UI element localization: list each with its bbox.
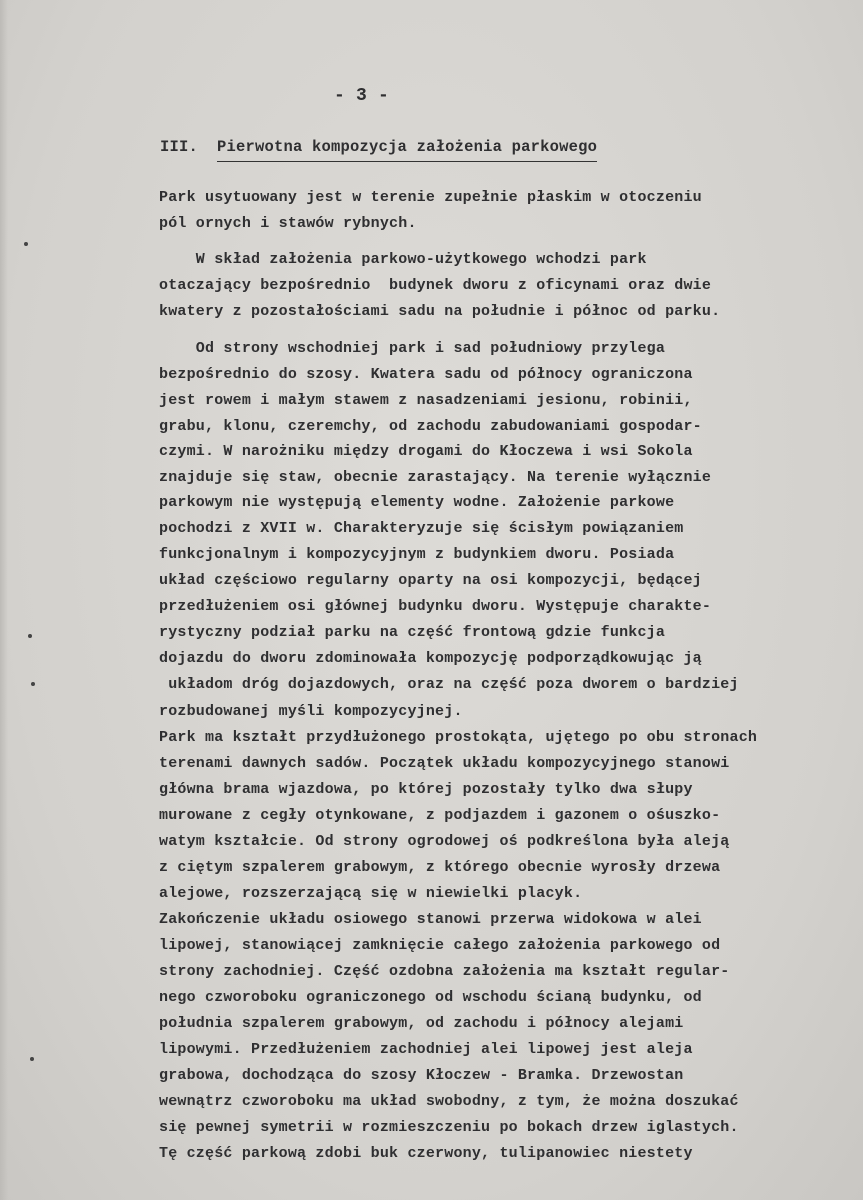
text-line: bezpośrednio do szosy. Kwatera sadu od północy ograniczona [159, 366, 693, 383]
text-line: grabu, klonu, czeremchy, od zachodu zabudowaniami gospodar- [159, 418, 702, 435]
text-line: Park ma kształt przydłużonego prostokąta, ujętego po obu stronach [159, 729, 758, 746]
text-line: południa szpalerem grabowym, od zachodu i północy alejami [159, 1015, 684, 1032]
section-number: III. [160, 138, 199, 156]
text-line: funkcjonalnym i kompozycyjnym z budynkiem dworu. Posiada [159, 546, 675, 563]
text-line: układom dróg dojazdowych, oraz na część poza dworem o bardziej [159, 676, 739, 693]
text-line: główna brama wjazdowa, po której pozostały tylko dwa słupy [159, 781, 693, 798]
text-line: kwatery z pozostałościami sadu na południe i północ od parku. [159, 303, 721, 320]
text-line: pochodzi z XVII w. Charakteryzuje się ścisłym powiązaniem [159, 520, 684, 537]
text-line: rozbudowanej myśli kompozycyjnej. [159, 703, 463, 720]
text-line: alejowe, rozszerzającą się w niewielki placyk. [159, 885, 583, 902]
page-edge-shadow [0, 0, 8, 1200]
text-line: pól ornych i stawów rybnych. [159, 215, 417, 232]
text-line: nego czworoboku ograniczonego od wschodu ścianą budynku, od [159, 989, 702, 1006]
text-line: Zakończenie układu osiowego stanowi przerwa widokowa w alei [159, 911, 702, 928]
text-line: się pewnej symetrii w rozmieszczeniu po bokach drzew iglastych. [159, 1119, 739, 1136]
text-line: czymi. W narożniku między drogami do Kłoczewa i wsi Sokola [159, 443, 693, 460]
text-line: Od strony wschodniej park i sad południowy przylega [159, 340, 666, 357]
page-number: - 3 - [334, 86, 390, 106]
text-line: rystyczny podział parku na część frontową gdzie funkcja [159, 624, 666, 641]
text-line: murowane z cegły otynkowane, z podjazdem i gazonem o ośuszko- [159, 807, 721, 824]
text-line: z ciętym szpalerem grabowym, z którego obecnie wyrosły drzewa [159, 859, 721, 876]
text-line: strony zachodniej. Część ozdobna założenia ma kształt regular- [159, 963, 730, 980]
text-line: lipowej, stanowiącej zamknięcie całego założenia parkowego od [159, 937, 721, 954]
margin-dot [24, 242, 28, 246]
text-line: W skład założenia parkowo-użytkowego wchodzi park [159, 251, 647, 268]
text-line: przedłużeniem osi głównej budynku dworu. Występuje charakte- [159, 598, 712, 615]
margin-dot [28, 634, 32, 638]
text-line: znajduje się staw, obecnie zarastający. Na terenie wyłącznie [159, 469, 712, 486]
text-line: parkowym nie występują elementy wodne. Założenie parkowe [159, 494, 675, 511]
text-line: lipowymi. Przedłużeniem zachodniej alei lipowej jest aleja [159, 1041, 693, 1058]
margin-dot [30, 1057, 34, 1061]
text-line: Tę część parkową zdobi buk czerwony, tulipanowiec niestety [159, 1145, 693, 1162]
margin-dot [31, 682, 35, 686]
text-line: wewnątrz czworoboku ma układ swobodny, z tym, że można doszukać [159, 1093, 739, 1110]
text-line: dojazdu do dworu zdominowała kompozycję podporządkowując ją [159, 650, 702, 667]
section-heading [160, 138, 597, 156]
text-line: Park usytuowany jest w terenie zupełnie płaskim w otoczeniu [159, 189, 702, 206]
text-line: jest rowem i małym stawem z nasadzeniami jesionu, robinii, [159, 392, 693, 409]
text-line: układ częściowo regularny oparty na osi kompozycji, będącej [159, 572, 702, 589]
text-line: watym kształcie. Od strony ogrodowej oś podkreślona była aleją [159, 833, 730, 850]
section-title: Pierwotna kompozycja założenia parkowego [217, 138, 597, 162]
text-line: grabowa, dochodząca do szosy Kłoczew - Bramka. Drzewostan [159, 1067, 684, 1084]
text-line: terenami dawnych sadów. Początek układu kompozycyjnego stanowi [159, 755, 730, 772]
text-line: otaczający bezpośrednio budynek dworu z oficynami oraz dwie [159, 277, 712, 294]
